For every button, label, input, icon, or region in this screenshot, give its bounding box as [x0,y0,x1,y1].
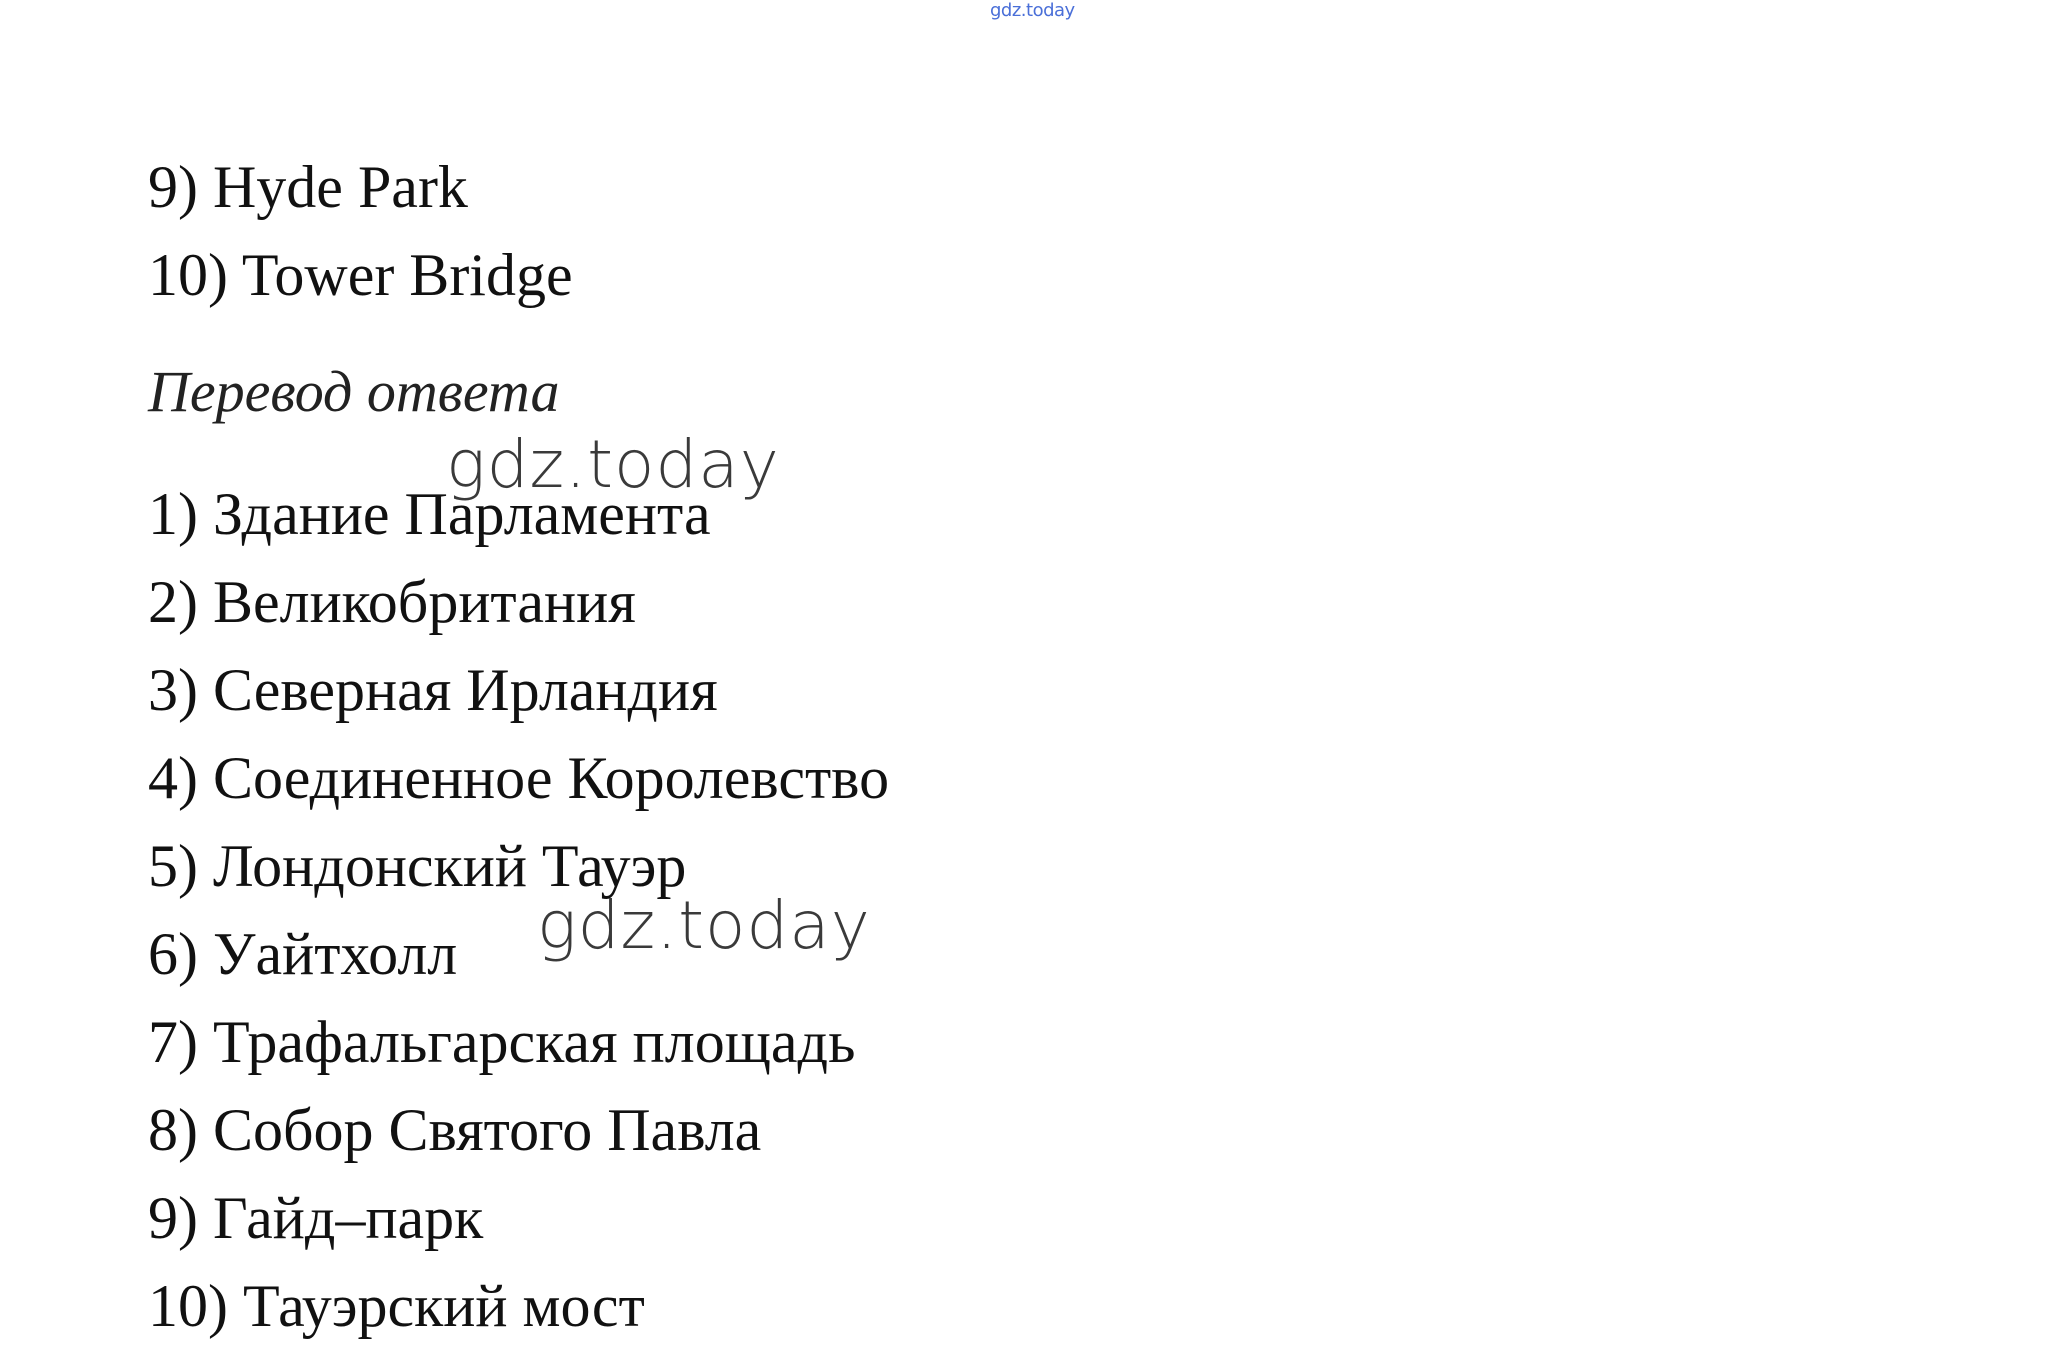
russian-item-9: 9) Гайд–парк [148,1185,484,1251]
russian-item-2: 2) Великобритания [148,569,636,635]
english-item-10: 10) Tower Bridge [148,242,573,308]
watermark: gdz.today [446,426,780,503]
english-item-9: 9) Hyde Park [148,154,468,220]
top-watermark: gdz.today [990,0,1075,21]
watermark: gdz.today [537,887,871,964]
russian-item-3: 3) Северная Ирландия [148,657,718,723]
russian-item-4: 4) Соединенное Королевство [148,745,890,811]
russian-item-6: 6) Уайтхолл [148,921,458,987]
russian-item-7: 7) Трафальгарская площадь [148,1009,856,1075]
translation-heading: Перевод ответа [148,359,560,424]
russian-item-8: 8) Собор Святого Павла [148,1097,762,1163]
russian-item-1: 1) Здание Парламента [148,481,711,547]
russian-item-10: 10) Тауэрский мост [148,1273,645,1339]
russian-item-5: 5) Лондонский Тауэр [148,833,687,899]
